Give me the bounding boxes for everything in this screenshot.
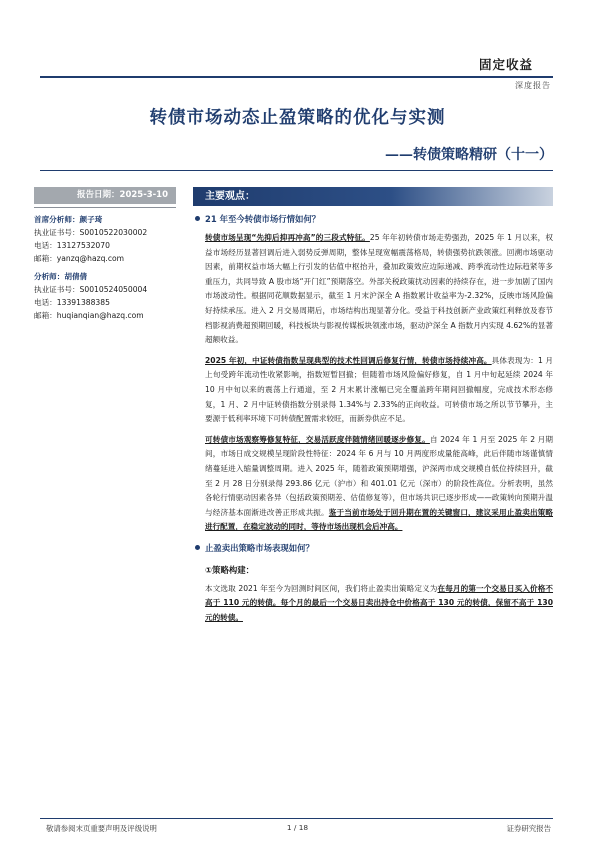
paragraph-1 [193, 231, 553, 348]
paragraph-4-lead: 在每月的第一个交易日买入价格不高于 110 元的转债。每个月的最后一个交易日卖出持仓中价格高于 130 元的转债，保留不高于 130 元的转债。 [205, 583, 554, 623]
question-heading-2: 止盈卖出策略市场表现如何？ [193, 542, 553, 554]
analyst-phone: 电话：13127532070 [34, 241, 110, 250]
page-title: 转债市场动态止盈策略的优化与实测 [149, 108, 446, 128]
analyst-license: 执业证书号：S0010524050004 [34, 285, 148, 294]
analyst-phone: 电话：13391388385 [34, 298, 110, 307]
main-points-column [193, 187, 553, 626]
analyst-block-1 [34, 213, 176, 265]
analyst-name: 首席分析师：颜子琦 [34, 215, 103, 224]
paragraph-1-body: 25 年年初转债市场走势强劲，2025 年 1 月以来，权益市场经历显著回调后进入弱势反弹周期，整体呈现宽幅震荡格局，转债强势抗跌领涨。回溯市场驱动因素，前期权益市场大幅上行引发的估值中枢抬升，叠加政策效应边际递减、跨季流动性边际趋紧等多重压力，共同导致 A 股市场“开门红”预期落空。外部关税政策扰动因素的持续存在，进一步加剧了国内市场波动性。根据同花顺数据显示，截至 1 月末沪深全 A 指数累计收益率为-2.32%，反映市场风险偏好持续承压。进入 2 月交易周期后，市场结构出现显著分化。受益于科技创新产业政策红利释放及春节档影视消费超预期回暖，科技板块与影视传媒板块领涨市场，驱动沪深全 A 指数月内实现 4.62%的显著超额收益。 [205, 233, 553, 345]
paragraph-3-tail: 鉴于当前市场处于回升期在置的关键窗口，建议采用止盈卖出策略进行配置，在稳定波动的同时，等待市场出现机会后冲高。 [205, 507, 554, 532]
analyst-block-2 [34, 270, 176, 322]
paragraph-2-body: 具体表现为：1 月上旬受跨年流动性收紧影响，指数短暂回撤；但随着市场风险偏好修复，自 1 月中旬起延续 2024 年 10 月中旬以来的震荡上行通道，至 2 月末累计涨幅已完全覆盖跨年期间回撤幅度，完成技术形态修复，1 月、2 月中证转债指数分别录得 1.34%与 2.33%的正向收益。可转债市场之所以节节攀升，主要源于低利率环境下可转债配置需求较旺，而新券供应不足。 [205, 355, 553, 424]
section-header: 主要观点： [193, 187, 553, 206]
paragraph-3-lead: 可转债市场观察筹修复特征，交易活跃度伴随情绪回暖逐步修复。 [205, 434, 430, 444]
paragraph-4 [193, 582, 553, 626]
paragraph-4-body: 本文选取 2021 年至今为回测时间区间，我们将止盈卖出策略定义为 [205, 583, 438, 593]
paragraph-2-lead: 2025 年初，中证转债指数呈现典型的技术性回调后修复行情，转债市场持续冲高。 [205, 355, 492, 365]
report-category: 固定收益 [478, 57, 533, 72]
strategy-heading: ①策略构建： [205, 564, 254, 575]
analyst-column [34, 187, 176, 322]
analyst-name: 分析师：胡倩倩 [34, 272, 88, 281]
paragraph-1-lead: 转债市场呈现“先抑后抑再冲高”的三段式特征。 [205, 233, 370, 242]
paragraph-3-body: 自 2024 年 1 月至 2025 年 2 月期间，市场日成交规模呈现阶段性特征：2024 年 6 月与 10 月两度形成量能高峰，此后伴随市场谨慎情绪蔓延进入缩量调整周期。进入 2025 年，随着政策预期增强，沪深两市成交规模自低位持续回升，截至 2 月 28 日分别录得 293.86 亿元（沪市）和 401.01 亿元（深市）的阶段性高位。分析表明，虽然各轮行情驱动因素各异（包括政策预期差、估值修复等），但市场共识已逐步形成——政策转向预期升温与经济基本面渐进改善正形成共振。 [205, 434, 553, 517]
footer-rule [40, 818, 553, 819]
analyst-email[interactable]: 邮箱：yanzq@hazq.com [34, 254, 125, 263]
footer-report-label: 证券研究报告 [506, 824, 551, 833]
analyst-license: 执业证书号：S0010522030002 [34, 228, 148, 237]
page-subtitle: ——转债策略精研（十一） [385, 147, 553, 163]
analyst-email[interactable]: 邮箱：huqianqian@hazq.com [34, 311, 144, 320]
page-number: 1 / 18 [286, 823, 309, 832]
paragraph-3 [193, 433, 553, 535]
title-rule [40, 170, 553, 171]
question-heading-1: 21 年至今转债市场行情如何？ [193, 213, 553, 225]
footer-disclaimer: 敬请参阅末页重要声明及评级说明 [46, 824, 157, 833]
header-rule [40, 76, 553, 78]
paragraph-2 [193, 354, 553, 427]
report-date: 报告日期：2025-3-10 [34, 187, 176, 204]
left-rule [34, 207, 176, 208]
report-type: 深度报告 [515, 81, 551, 90]
